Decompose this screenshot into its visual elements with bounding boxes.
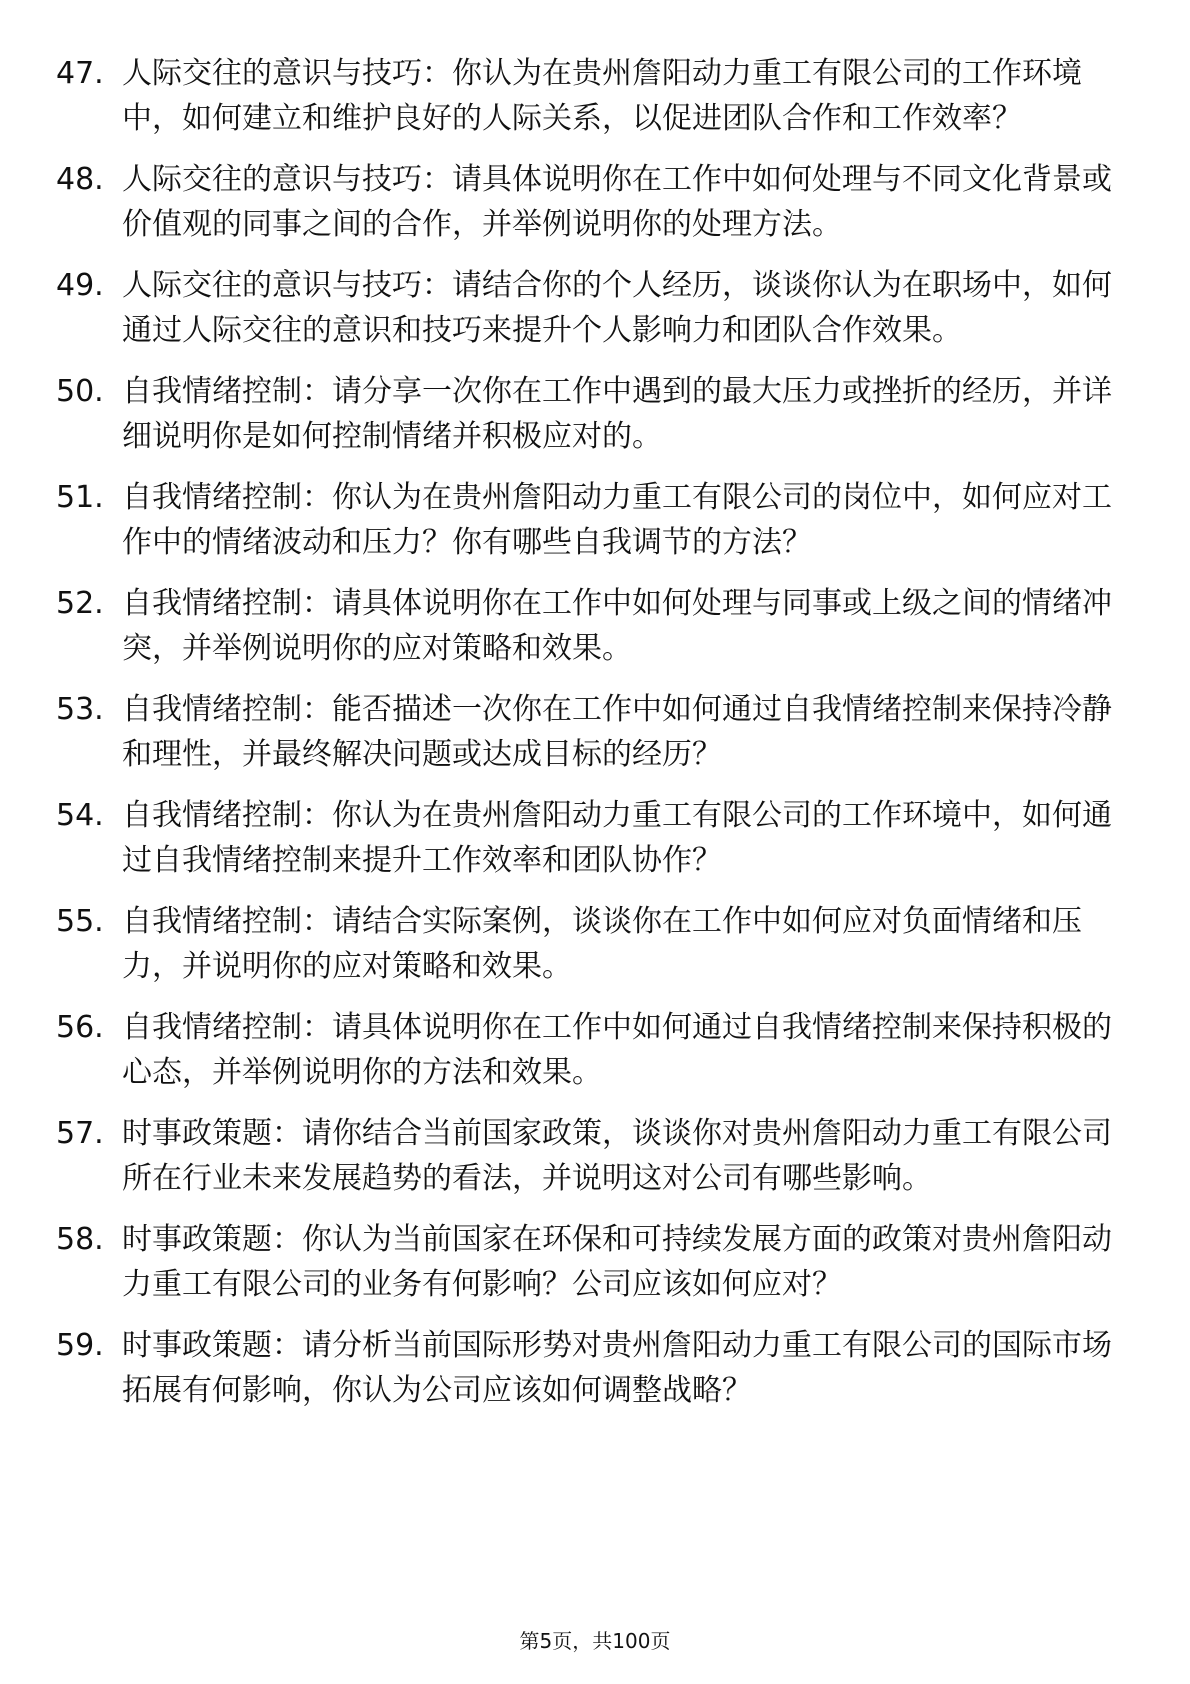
question-text: 自我情绪控制：请具体说明你在工作中如何通过自我情绪控制来保持积极的心态，并举例说明你的方法和效果。 xyxy=(122,1010,1112,1090)
question-text: 自我情绪控制：能否描述一次你在工作中如何通过自我情绪控制来保持冷静和理性，并最终解决问题或达成目标的经历？ xyxy=(122,692,1112,772)
question-item xyxy=(56,794,1136,883)
question-list xyxy=(56,52,1136,1430)
question-number: 54. xyxy=(56,798,104,833)
page-number-label: 第5页，共100页 xyxy=(519,1629,671,1653)
question-item xyxy=(56,1324,1136,1413)
question-text: 人际交往的意识与技巧：请具体说明你在工作中如何处理与不同文化背景或价值观的同事之间的合作，并举例说明你的处理方法。 xyxy=(122,162,1112,242)
question-item xyxy=(56,582,1136,671)
question-item xyxy=(56,1006,1136,1095)
question-item xyxy=(56,1112,1136,1201)
question-text: 时事政策题：请分析当前国际形势对贵州詹阳动力重工有限公司的国际市场拓展有何影响，你认为公司应该如何调整战略？ xyxy=(122,1328,1112,1408)
question-text: 自我情绪控制：请分享一次你在工作中遇到的最大压力或挫折的经历，并详细说明你是如何控制情绪并积极应对的。 xyxy=(122,374,1112,454)
question-text: 自我情绪控制：你认为在贵州詹阳动力重工有限公司的岗位中，如何应对工作中的情绪波动和压力？你有哪些自我调节的方法？ xyxy=(122,480,1112,560)
question-item xyxy=(56,264,1136,353)
question-number: 59. xyxy=(56,1328,104,1363)
question-item xyxy=(56,52,1136,141)
question-number: 52. xyxy=(56,586,104,621)
question-text: 自我情绪控制：你认为在贵州詹阳动力重工有限公司的工作环境中，如何通过自我情绪控制来提升工作效率和团队协作？ xyxy=(122,798,1112,878)
question-number: 50. xyxy=(56,374,104,409)
question-number: 47. xyxy=(56,56,104,91)
question-item xyxy=(56,688,1136,777)
question-text: 自我情绪控制：请具体说明你在工作中如何处理与同事或上级之间的情绪冲突，并举例说明你的应对策略和效果。 xyxy=(122,586,1112,666)
question-number: 55. xyxy=(56,904,104,939)
question-number: 51. xyxy=(56,480,104,515)
question-number: 53. xyxy=(56,692,104,727)
question-text: 自我情绪控制：请结合实际案例，谈谈你在工作中如何应对负面情绪和压力，并说明你的应对策略和效果。 xyxy=(122,904,1082,984)
question-item xyxy=(56,158,1136,247)
page-footer xyxy=(0,1628,1190,1654)
question-number: 49. xyxy=(56,268,104,303)
question-text: 时事政策题：请你结合当前国家政策，谈谈你对贵州詹阳动力重工有限公司所在行业未来发展趋势的看法，并说明这对公司有哪些影响。 xyxy=(122,1116,1112,1196)
question-number: 58. xyxy=(56,1222,104,1257)
question-item xyxy=(56,1218,1136,1307)
question-number: 48. xyxy=(56,162,104,197)
question-text: 人际交往的意识与技巧：请结合你的个人经历，谈谈你认为在职场中，如何通过人际交往的意识和技巧来提升个人影响力和团队合作效果。 xyxy=(122,268,1112,348)
question-item xyxy=(56,370,1136,459)
question-number: 56. xyxy=(56,1010,104,1045)
question-item xyxy=(56,476,1136,565)
question-number: 57. xyxy=(56,1116,104,1151)
question-item xyxy=(56,900,1136,989)
question-text: 时事政策题：你认为当前国家在环保和可持续发展方面的政策对贵州詹阳动力重工有限公司的业务有何影响？公司应该如何应对？ xyxy=(122,1222,1112,1302)
question-text: 人际交往的意识与技巧：你认为在贵州詹阳动力重工有限公司的工作环境中，如何建立和维护良好的人际关系，以促进团队合作和工作效率？ xyxy=(122,56,1082,136)
